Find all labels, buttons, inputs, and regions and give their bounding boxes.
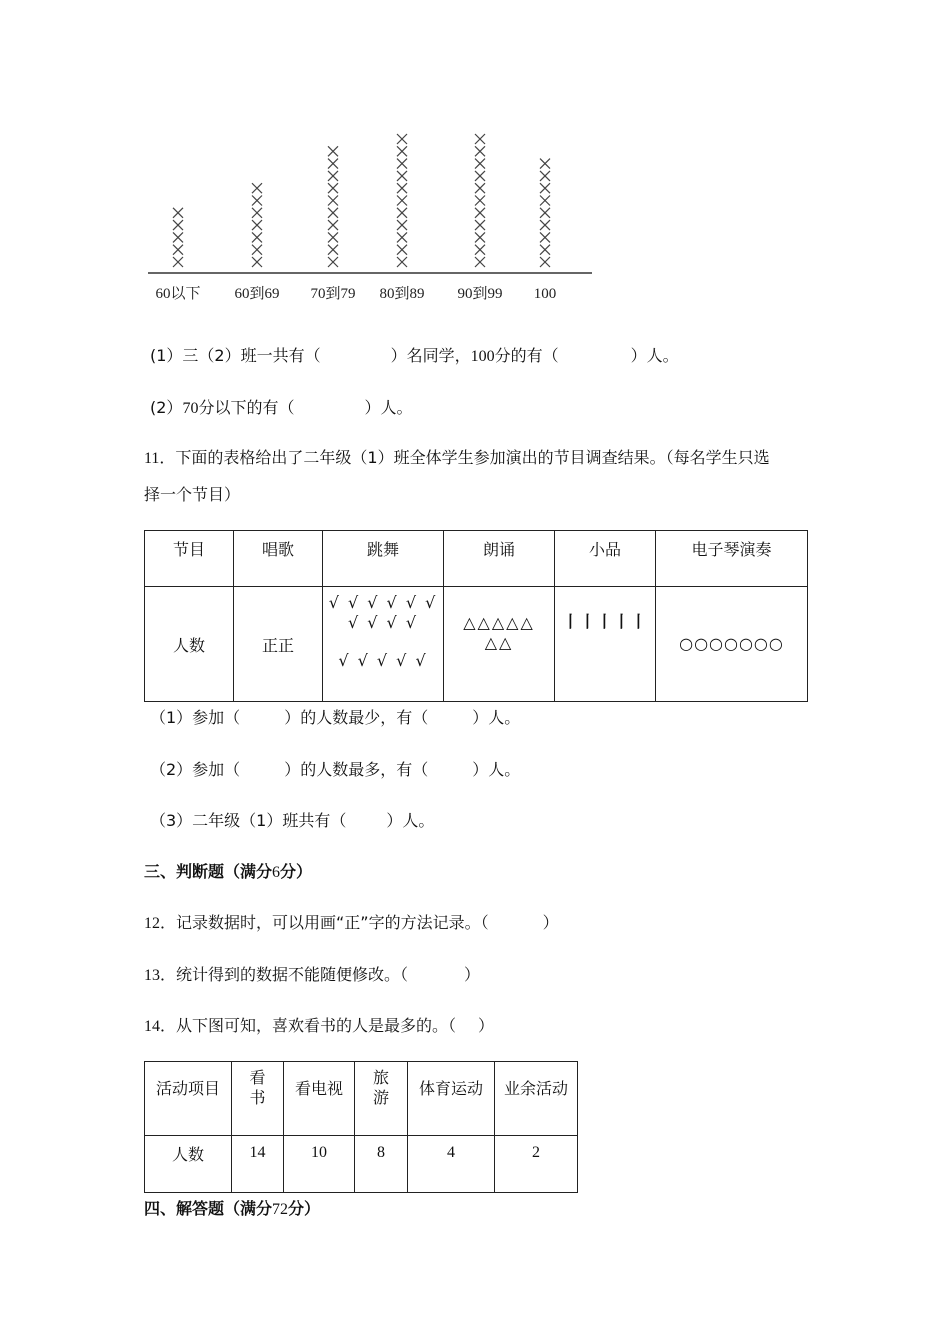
table-header-row [145,531,808,587]
category-label: 100 [533,286,557,302]
header-cell: 活动项目 [145,1062,232,1136]
header-cell: 节目 [145,531,234,587]
q10-sub1-text-e: ）人。 [630,346,679,365]
x-marker [540,257,550,267]
q12-number: 12． [144,915,177,932]
q11-text-line1: 下面的表格给出了二年级（1）班全体学生参加演出的节目调查结果。（每名学生只选 [175,448,770,467]
section3-heading [144,859,312,882]
x-marker [475,134,485,144]
q11-sub3 [150,808,434,831]
q10-sub1 [150,343,679,366]
keyboard-tally-cell: ○○○○○○○ [656,587,808,702]
q10-sub1-text-a: (1）三（2）班一共有（ [150,346,321,365]
sing-tally-cell: 正正 [234,587,323,702]
activity-table [144,1061,578,1193]
x-marker [397,134,407,144]
dot-plot [0,0,950,320]
x-marker [540,220,550,230]
q11-line1 [144,445,770,468]
x-marker [475,196,485,206]
q11-sub2-text-c: ）人。 [472,760,521,779]
x-marker [252,245,262,255]
q11-sub2-text-b: ）的人数最多，有（ [284,760,429,779]
x-marker [328,208,338,218]
x-marker [397,146,407,156]
q12-close: ） [542,913,559,932]
table-row [145,1136,578,1193]
header-cell: 看电视 [284,1062,355,1136]
x-marker [252,220,262,230]
x-marker [475,245,485,255]
x-marker [397,245,407,255]
x-marker [252,232,262,242]
q13-number: 13． [144,967,177,984]
x-marker [328,196,338,206]
q11-sub2-text-a: （2）参加（ [150,760,241,779]
value-cell: 14 [232,1136,284,1193]
x-marker [475,171,485,181]
q10-sub2 [150,395,412,418]
q11-sub1-text-b: ）的人数最少，有（ [284,708,429,727]
header-cell [232,1062,284,1136]
q14-text: 从下图可知，喜欢看书的人是最多的。（ [176,1016,457,1035]
x-marker [252,208,262,218]
section4-score: 72 [272,1201,289,1218]
x-marker [475,208,485,218]
x-marker [328,257,338,267]
q11-sub1-text-a: （1）参加（ [150,708,241,727]
q11-sub3-text-a: （3）二年级（1）班共有（ [150,811,347,830]
program-survey-table [144,530,808,702]
header-cell: 体育运动 [408,1062,495,1136]
x-marker [328,183,338,193]
x-marker [540,171,550,181]
x-marker [328,245,338,255]
value-cell: 2 [495,1136,578,1193]
x-marker [252,196,262,206]
section4-heading [144,1196,320,1219]
x-marker [397,183,407,193]
q11-line2: 择一个节目） [144,485,241,504]
header-cell: 小品 [555,531,656,587]
x-marker [173,245,183,255]
q14-number: 14． [144,1018,177,1035]
skit-tally-cell: 丨丨丨丨丨 [555,587,656,702]
dance-tally-cell [323,587,444,702]
table-header-row [145,1062,578,1136]
header-cell: 业余活动 [495,1062,578,1136]
table-row [145,587,808,702]
plot-labels [155,285,556,302]
q10-sub1-text-b: ）名同学， [390,346,471,365]
header-cell: 唱歌 [234,531,323,587]
x-marker [252,183,262,193]
q10-sub2-text-a: (2） [150,398,183,417]
plot-marks [173,134,550,267]
q11-number: 11． [144,450,176,467]
header-cell: 跳舞 [323,531,444,587]
q12-text: 记录数据时，可以用画“正”字的方法记录。（ [176,913,489,932]
q10-sub2-text-c: 分以下的有（ [198,398,295,417]
q11-sub1-text-c: ）人。 [472,708,521,727]
x-marker [540,183,550,193]
q11-sub3-text-b: ）人。 [386,811,435,830]
x-marker [173,220,183,230]
q14-close: ） [478,1016,495,1035]
header-cell: 电子琴演奏 [656,531,808,587]
x-marker [540,196,550,206]
value-cell: 4 [408,1136,495,1193]
q10-sub1-text-c: 100 [470,348,495,365]
x-marker [397,232,407,242]
recite-tally-line: △△△△△ [463,613,535,632]
category-label: 80到89 [379,286,425,302]
q10-sub2-text-b: 70 [182,400,199,417]
value-cell: 10 [284,1136,355,1193]
x-marker [540,232,550,242]
x-marker [328,146,338,156]
category-label: 60以下 [155,286,201,302]
x-marker [540,245,550,255]
q13 [144,962,480,985]
x-marker [328,232,338,242]
category-label: 90到99 [457,286,503,302]
x-marker [397,208,407,218]
q10-sub1-text-d: 分的有（ [494,346,559,365]
dance-tally-line: √ √ √ √ √ √ [328,593,438,612]
row-label-cell: 人数 [145,587,234,702]
category-label: 70到79 [310,286,356,302]
recite-tally-cell [444,587,555,702]
section4-unit: 分） [288,1199,321,1218]
x-marker [173,232,183,242]
x-marker [397,257,407,267]
section4-title: 四、解答题（满分 [144,1199,273,1218]
x-marker [397,159,407,169]
x-marker [173,208,183,218]
x-marker [475,159,485,169]
recite-tally-line: △△ [484,633,514,652]
header-cell-text: 看书 [249,1068,266,1107]
dance-tally-line: √ √ √ √ √ [338,651,428,670]
x-marker [173,257,183,267]
q10-sub2-text-d: ）人。 [364,398,413,417]
q13-close: ） [464,965,481,984]
x-marker [397,196,407,206]
value-cell: 8 [355,1136,408,1193]
q12 [144,910,559,933]
header-cell: 朗诵 [444,531,555,587]
header-cell [355,1062,408,1136]
x-marker [397,171,407,181]
q11-sub2 [150,757,520,780]
x-marker [475,232,485,242]
section3-score: 6 [272,864,281,881]
x-marker [252,257,262,267]
q13-text: 统计得到的数据不能随便修改。（ [176,965,409,984]
x-marker [475,220,485,230]
q14 [144,1013,494,1036]
x-marker [540,159,550,169]
row-label-cell: 人数 [145,1136,232,1193]
section3-title: 三、判断题（满分 [144,862,273,881]
x-marker [328,220,338,230]
section3-unit: 分） [280,862,313,881]
x-marker [540,208,550,218]
x-marker [328,159,338,169]
q11-sub1 [150,705,520,728]
dance-tally-line: √ √ √ √ [347,613,419,632]
x-marker [475,183,485,193]
header-cell-text: 旅游 [372,1068,389,1107]
category-label: 60到69 [234,286,280,302]
x-marker [328,171,338,181]
x-marker [475,257,485,267]
x-marker [397,220,407,230]
x-marker [475,146,485,156]
